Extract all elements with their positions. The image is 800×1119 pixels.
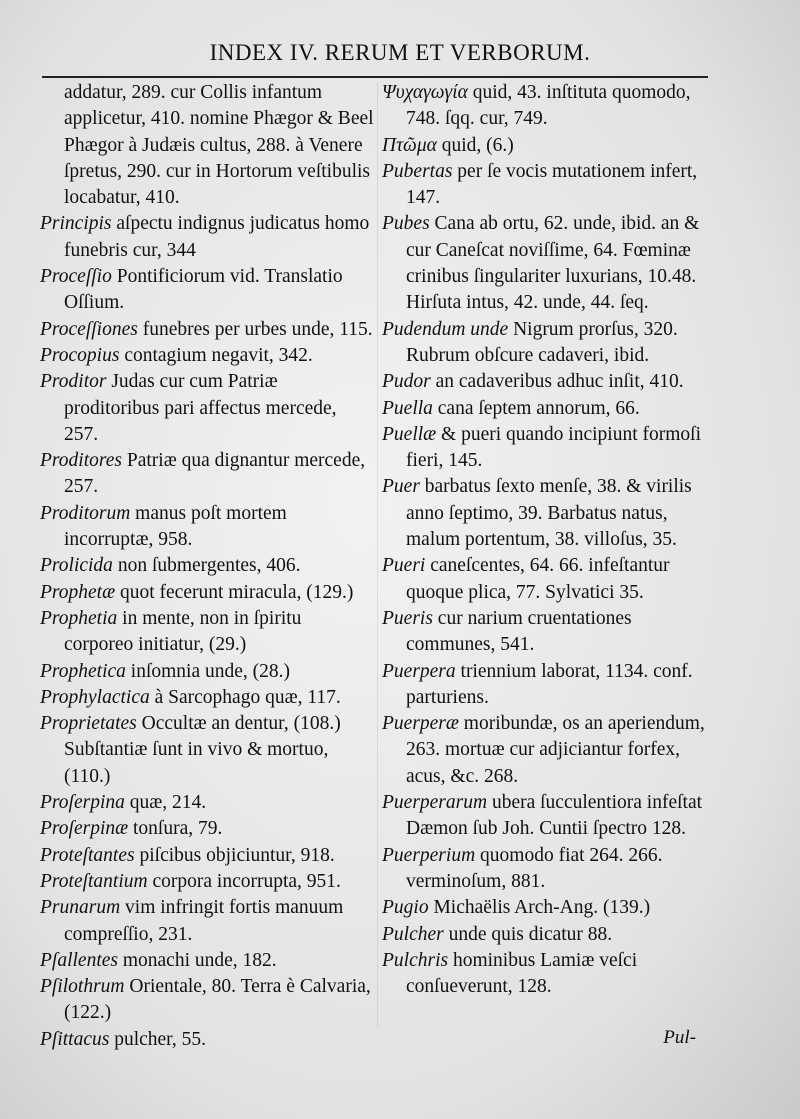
index-entry xyxy=(382,790,717,843)
index-entry xyxy=(40,448,375,501)
index-entry xyxy=(40,501,375,554)
index-term: Pubes xyxy=(382,213,430,235)
index-entry-text: Cana ab ortu, 62. unde, ibid. an & cur Caneſcat noviſſime, 64. Fœminæ crinibus ſingulariter luxurians, 10.48. Hirſuta intus, 42. unde, 44. ſeq. xyxy=(406,213,700,314)
index-entry xyxy=(382,659,717,712)
index-term: Prophylactica xyxy=(40,686,150,708)
index-term: Proditor xyxy=(40,371,107,393)
index-entry-text: in mente, non in ſpiritu corporeo initiatur, (29.) xyxy=(64,607,302,656)
index-term: Pubertas xyxy=(382,160,453,182)
index-entry xyxy=(40,80,375,211)
index-entry-text: an cadaveribus adhuc inſit, 410. xyxy=(430,371,684,393)
index-entry-text: ubera ſucculentiora infeſtat Dæmon ſub Joh. Cuntii ſpectro 128. xyxy=(406,792,703,840)
index-entry-text: cana ſeptem annorum, 66. xyxy=(432,397,640,419)
index-entry xyxy=(40,659,375,685)
index-entry xyxy=(40,1027,375,1053)
index-entry xyxy=(40,895,375,948)
index-entry-text: Patriæ qua dignantur mercede, 257. xyxy=(64,450,366,498)
page-header-title: INDEX IV. RERUM ET VERBORUM. xyxy=(209,40,591,65)
index-term: Pugio xyxy=(382,897,429,919)
index-term: Prophetica xyxy=(40,660,126,682)
index-entry-text: funebres per urbes unde, 115. xyxy=(137,318,373,340)
index-entry xyxy=(382,711,717,790)
index-entry-text: hominibus Lamiæ veſci conſueverunt, 128. xyxy=(406,949,638,998)
index-entry xyxy=(382,159,717,212)
index-term: Proteſtantes xyxy=(40,844,135,866)
index-term: Pudendum unde xyxy=(382,318,509,340)
index-term: Puerpera xyxy=(382,660,456,682)
index-term: Puerperium xyxy=(382,844,476,866)
index-entry-text: quid, 43. inſtituta quomodo, 748. ſqq. cur, 749. xyxy=(406,82,691,130)
index-entry-text: quomodo fiat 264. 266. verminoſum, 881. xyxy=(406,844,663,892)
index-entry-text: quid, (6.) xyxy=(436,134,514,156)
index-term: Puer xyxy=(382,476,420,498)
index-term: Πτῶμα xyxy=(382,134,437,156)
index-term: Ψυχαγωγία xyxy=(382,82,468,103)
index-entry-text: monachi unde, 182. xyxy=(117,949,277,971)
index-entry-text: manus poſt mortem incorruptæ, 958. xyxy=(64,502,287,551)
index-entry-text: cur narium cruentationes communes, 541. xyxy=(406,607,632,656)
index-entry-text: aſpectu indignus judicatus homo funebris cur, 344 xyxy=(64,213,370,261)
index-entry xyxy=(40,317,375,343)
index-entry-text: triennium laborat, 1134. conf. parturiens. xyxy=(406,660,693,708)
index-entry xyxy=(40,211,375,264)
index-entry-text: quæ, 214. xyxy=(124,792,207,814)
index-term: Pſilothrum xyxy=(40,976,125,998)
index-term: Pſittacus xyxy=(40,1028,110,1050)
index-entry-text: Orientale, 80. Terra è Calvaria, (122.) xyxy=(64,976,371,1024)
index-entry-text: unde quis dicatur 88. xyxy=(443,923,613,945)
index-term: Pulcher xyxy=(382,923,444,945)
index-entry-text: & pueri quando incipiunt formoſi fieri, 145. xyxy=(406,423,702,472)
index-entry xyxy=(382,133,717,159)
index-term: Principis xyxy=(40,213,112,235)
index-entry xyxy=(382,843,717,896)
index-entry xyxy=(40,790,375,816)
index-entry xyxy=(40,843,375,869)
index-term: Procopius xyxy=(40,344,120,366)
index-entry-text: tonſura, 79. xyxy=(128,818,223,840)
index-term: Pulchris xyxy=(382,949,449,971)
index-entry xyxy=(40,948,375,974)
index-term: Pueri xyxy=(382,555,426,577)
index-term: Pſallentes xyxy=(40,949,118,971)
index-entry xyxy=(382,606,717,659)
index-term: Proceſſio xyxy=(40,266,112,288)
index-entry xyxy=(40,816,375,842)
catchword: Pul- xyxy=(663,1027,696,1048)
index-entry xyxy=(382,317,717,370)
index-term: Pudor xyxy=(382,371,431,393)
index-entry-text: pulcher, 55. xyxy=(109,1028,207,1050)
index-entry xyxy=(40,553,375,579)
index-entry xyxy=(382,396,717,422)
index-term: Puella xyxy=(382,397,433,419)
index-entry xyxy=(40,580,375,606)
index-entry-text: corpora incorrupta, 951. xyxy=(147,870,341,892)
index-entry-text: à Sarcophago quæ, 117. xyxy=(149,686,341,708)
index-entry-text: barbatus ſexto menſe, 38. & virilis anno ſeptimo, 39. Barbatus natus, malum portentum, 38. villoſus, 35. xyxy=(406,476,692,551)
index-entry-text: addatur, 289. cur Collis infantum applicetur, 410. nomine Phægor & Beel Phægor à Judæis cultus, 288. à Venere ſpretus, 290. cur in Hortorum veſtibulis locabatur, 410. xyxy=(64,82,374,209)
index-entry xyxy=(382,553,717,606)
index-entry xyxy=(40,369,375,448)
index-entry xyxy=(40,606,375,659)
index-term: Proprietates xyxy=(40,713,137,735)
index-entry xyxy=(382,922,717,948)
column-gutter xyxy=(377,82,378,1028)
index-term: Prunarum xyxy=(40,897,121,919)
index-entry xyxy=(40,685,375,711)
index-term: Proſerpina xyxy=(40,792,125,814)
index-term: Prolicida xyxy=(40,555,113,577)
index-entry xyxy=(382,474,717,553)
index-entry-text: Occultæ an dentur, (108.) Subſtantiæ ſunt in vivo & mortuo, (110.) xyxy=(64,713,341,787)
index-entry-text: vim infringit fortis manuum compreſſio, 231. xyxy=(64,897,344,945)
index-entry-text: moribundæ, os an aperiendum, 263. mortuæ cur adjiciantur forfex, acus, &c. 268. xyxy=(406,713,705,787)
index-entry-text: per ſe vocis mutationem infert, 147. xyxy=(406,160,698,209)
index-entry-text: non ſubmergentes, 406. xyxy=(112,555,301,577)
index-entry xyxy=(40,974,375,1027)
index-entry xyxy=(382,422,717,475)
header-rule xyxy=(42,76,708,78)
index-term: Proditores xyxy=(40,450,122,472)
index-entry-text: Judas cur cum Patriæ proditoribus pari affectus mercede, 257. xyxy=(64,371,337,445)
index-entry xyxy=(40,711,375,790)
index-term: Pueris xyxy=(382,607,433,629)
index-entry-text: Michaëlis Arch-Ang. (139.) xyxy=(428,897,651,919)
index-term: Proſerpinæ xyxy=(40,818,129,840)
index-entry xyxy=(382,948,717,1001)
index-entry xyxy=(382,895,717,921)
index-entry-text: piſcibus objiciuntur, 918. xyxy=(134,844,335,866)
index-entry-text: quot fecerunt miracula, (129.) xyxy=(115,581,354,603)
index-entry xyxy=(382,211,717,316)
index-entry xyxy=(40,343,375,369)
index-term: Proteſtantium xyxy=(40,870,148,892)
right-index-column xyxy=(382,80,717,1000)
index-entry-text: Pontificiorum vid. Translatio Oſſium. xyxy=(64,266,343,314)
index-entry-text: contagium negavit, 342. xyxy=(119,344,313,366)
index-entry xyxy=(382,80,717,133)
index-entry-text: inſomnia unde, (28.) xyxy=(125,660,291,682)
index-term: Puerperarum xyxy=(382,792,488,814)
index-entry-text: caneſcentes, 64. 66. infeſtantur quoque plica, 77. Sylvatici 35. xyxy=(406,555,670,603)
index-entry xyxy=(382,369,717,395)
index-entry xyxy=(40,869,375,895)
index-term: Proceſſiones xyxy=(40,318,138,340)
index-entry-text: Nigrum prorſus, 320. Rubrum obſcure cadaveri, ibid. xyxy=(406,318,678,366)
left-index-column xyxy=(40,80,375,1053)
index-term: Proditorum xyxy=(40,502,131,524)
index-term: Prophetæ xyxy=(40,581,116,603)
index-entry xyxy=(40,264,375,317)
index-term: Puellæ xyxy=(382,423,437,445)
index-term: Prophetia xyxy=(40,607,118,629)
index-term: Puerperæ xyxy=(382,713,459,735)
